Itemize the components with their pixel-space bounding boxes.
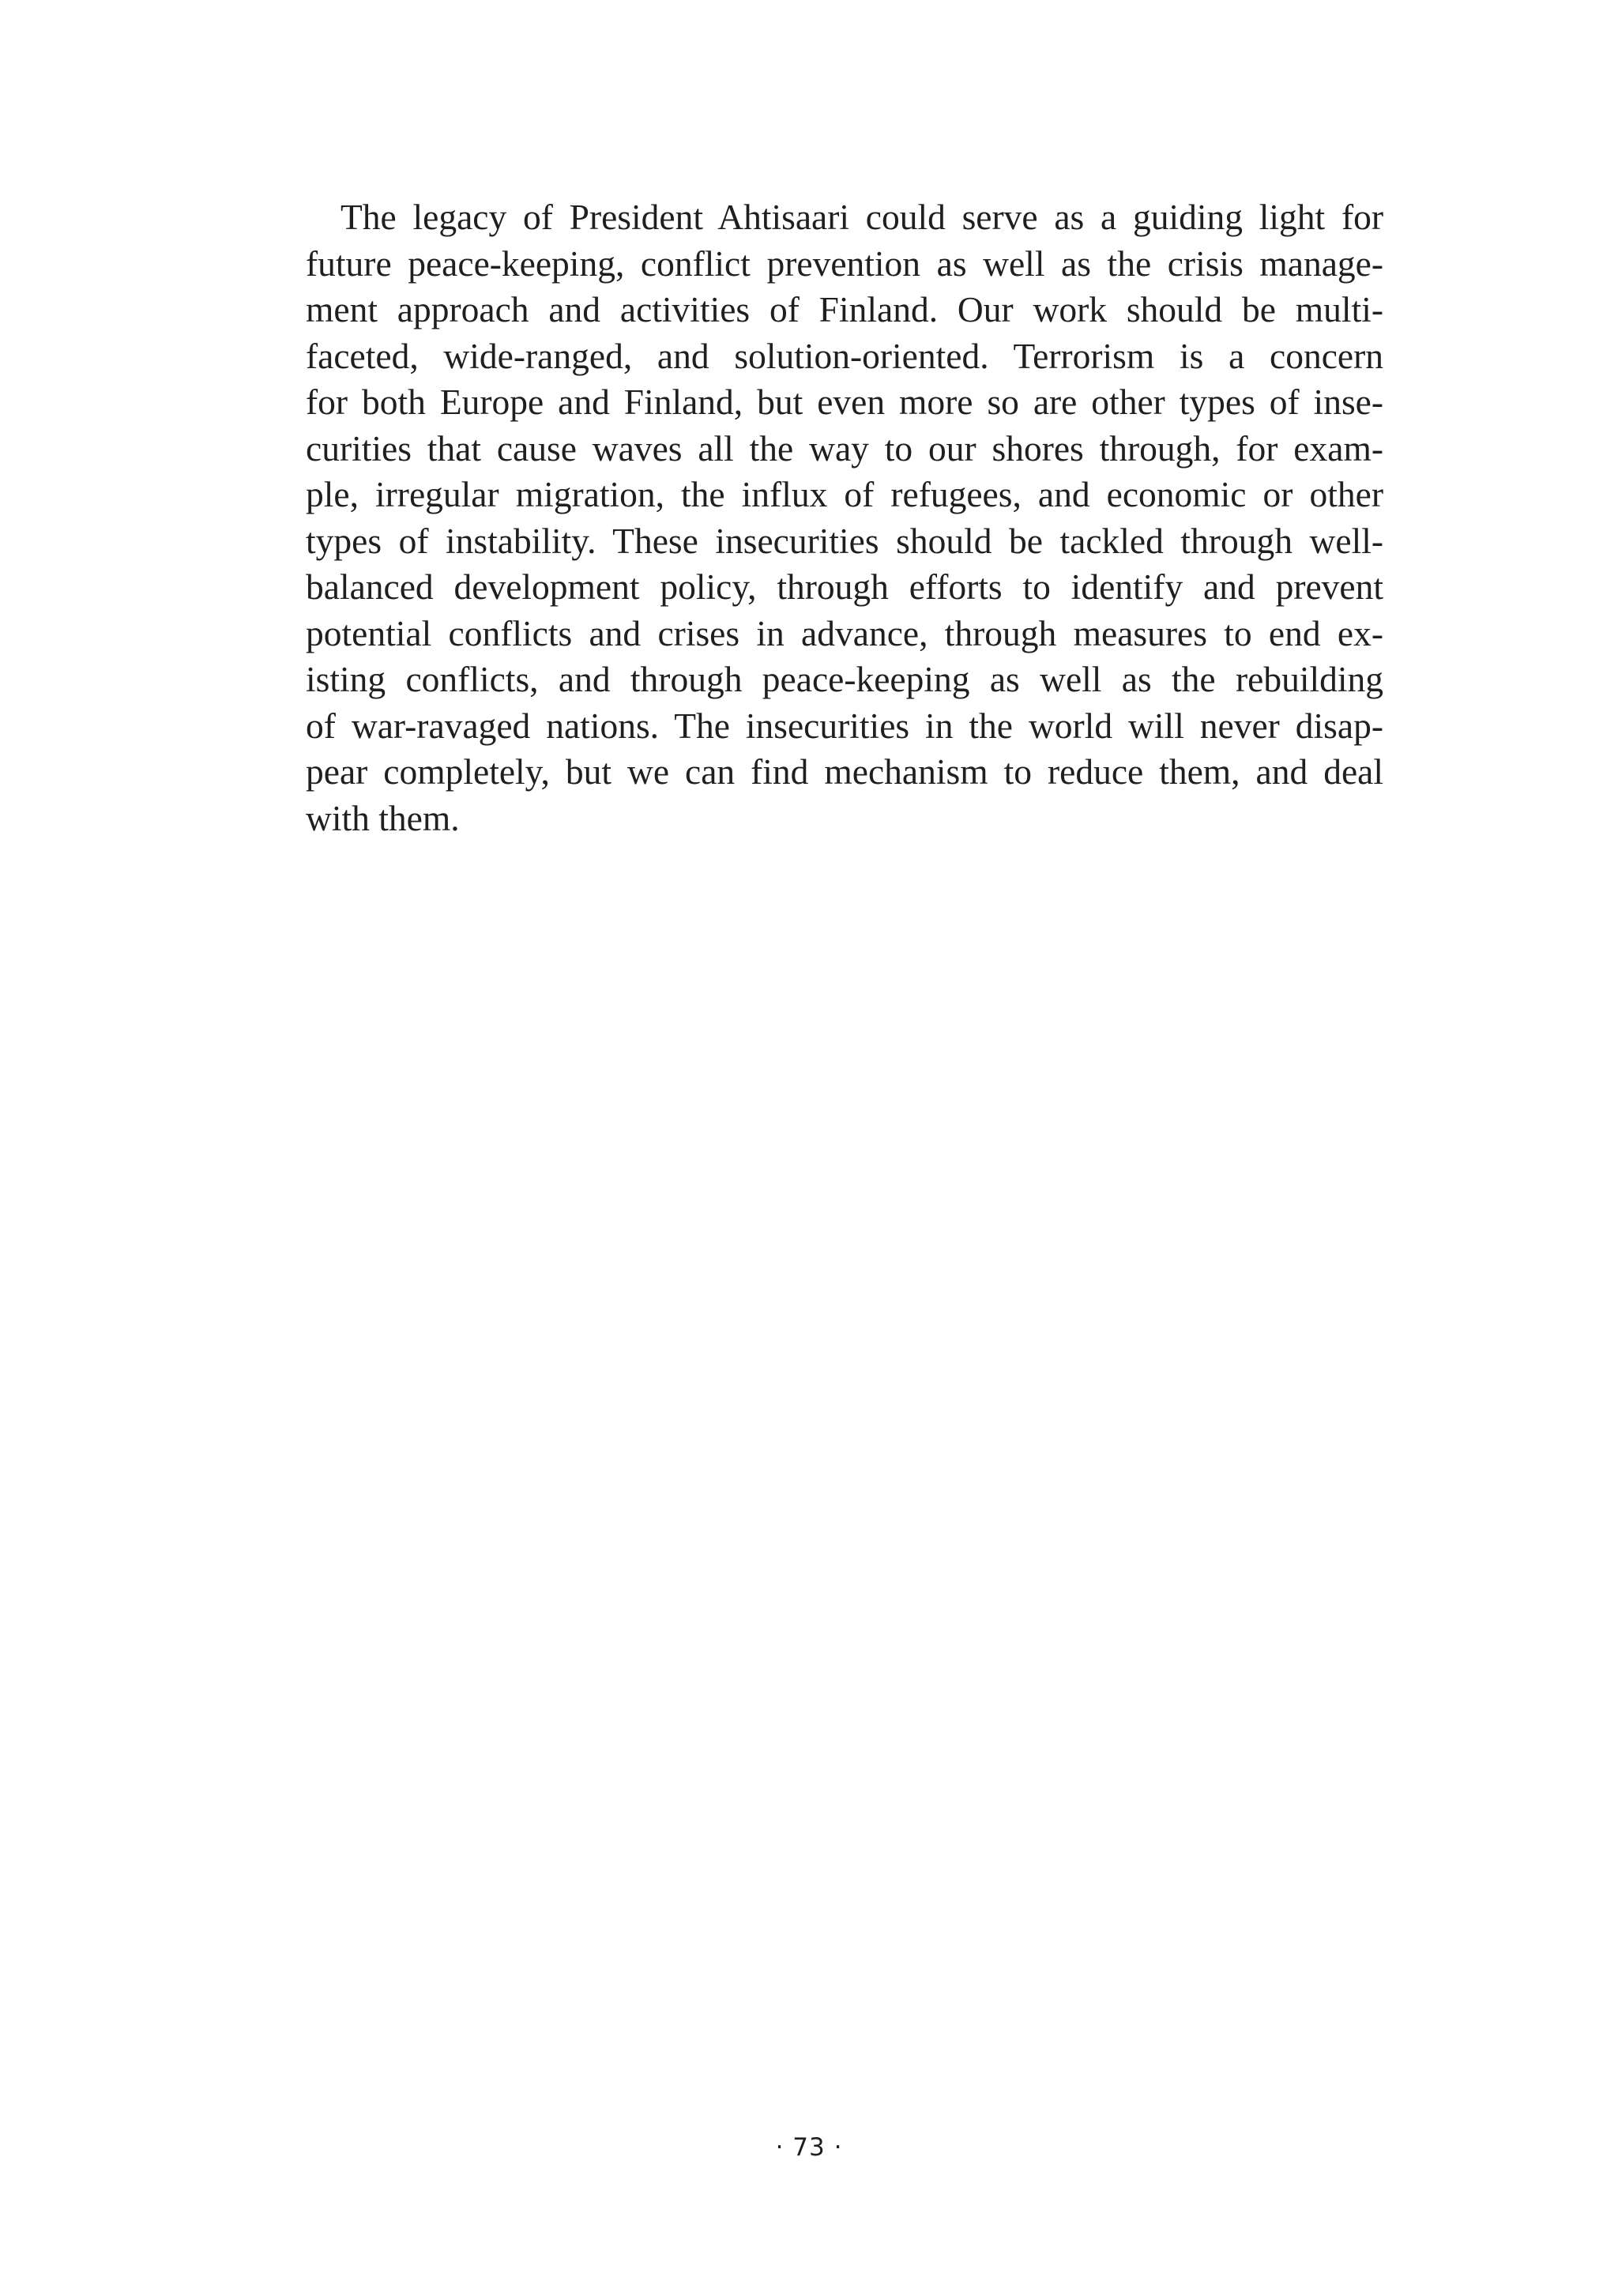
paragraph-line: types of instability. These insecurities should be tackled through well- — [306, 520, 1383, 561]
paragraph-line: balanced development policy, through efforts to identify and prevent — [306, 566, 1383, 607]
paragraph-line: future peace-keeping, conflict prevention as well as the crisis manage- — [306, 243, 1383, 284]
paragraph-line: ple, irregular migration, the influx of refugees, and economic or other — [306, 474, 1383, 514]
body-paragraph — [306, 194, 1383, 841]
paragraph-line: of war-ravaged nations. The insecurities in the world will never disap- — [306, 705, 1383, 746]
paragraph-line: ment approach and activities of Finland. Our work should be multi- — [306, 289, 1383, 329]
page-number: · 73 · — [775, 2133, 843, 2162]
paragraph-line: isting conflicts, and through peace-keeping as well as the rebuilding — [306, 659, 1383, 699]
paragraph-line: curities that cause waves all the way to our shores through, for exam- — [306, 427, 1383, 469]
paragraph-line: with them. — [306, 797, 460, 838]
paragraph-line: for both Europe and Finland, but even more so are other types of inse- — [306, 382, 1383, 422]
paragraph-line: faceted, wide-ranged, and solution-oriented. Terrorism is a concern — [306, 335, 1383, 376]
paragraph-line: The legacy of President Ahtisaari could serve as a guiding light for — [341, 197, 1383, 237]
paragraph-line: pear completely, but we can find mechanism to reduce them, and deal — [306, 751, 1383, 792]
paragraph-line: potential conflicts and crises in advance, through measures to end ex- — [306, 612, 1383, 653]
